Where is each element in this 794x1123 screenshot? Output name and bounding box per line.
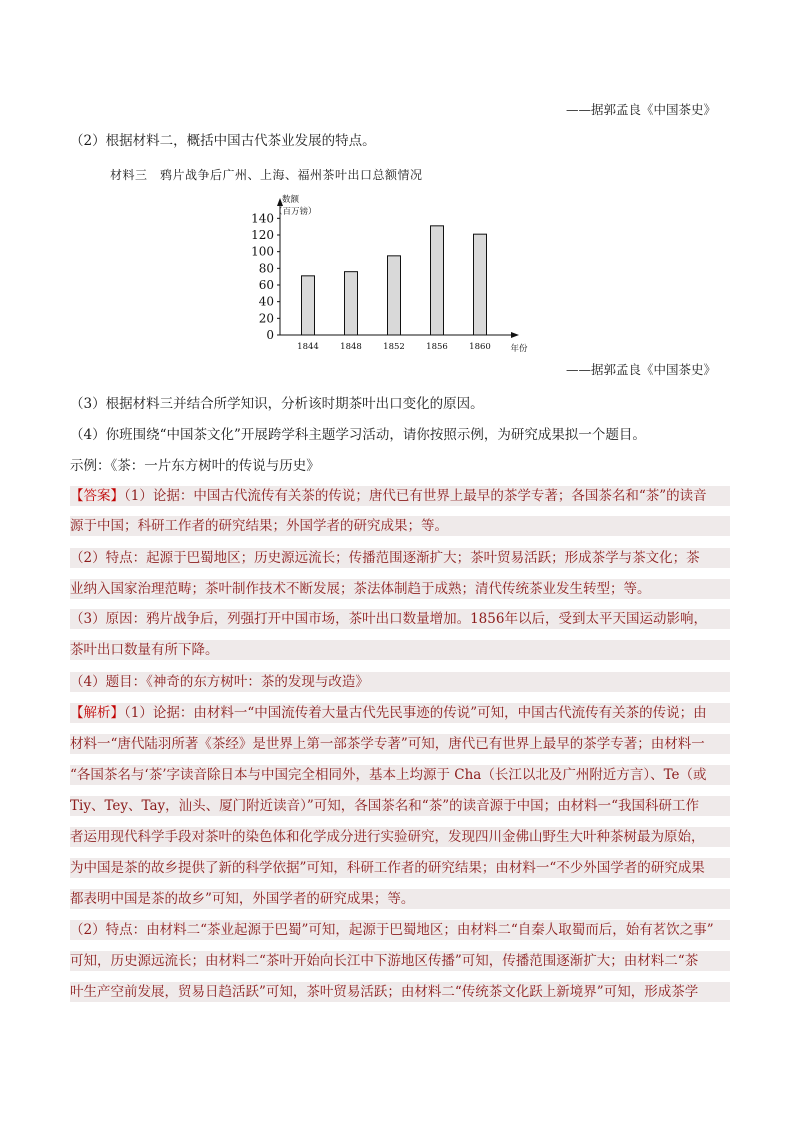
answer-line-3: （2）特点：起源于巴蜀地区；历史源远流长；传播范围逐渐扩大；茶叶贸易活跃；形成茶学与茶文化；茶 [70, 548, 730, 568]
source-citation-1: ——据郭孟良《中国茶史》 [565, 102, 716, 117]
bar-1844 [302, 276, 315, 335]
y-axis-unit: （百万镑） [274, 207, 317, 217]
y-tick-label: 80 [258, 261, 274, 276]
analysis-line-9: 可知，历史源远流长；由材料二“茶叶开始向长江中下游地区传播”可知，传播范围逐渐扩大；由材料二“茶 [70, 951, 730, 971]
bar-1856 [431, 226, 444, 335]
analysis-line-2: 材料一“唐代陆羽所著《茶经》是世界上第一部茶学专著”可知，唐代已有世界上最早的茶学专著；由材料一 [70, 734, 730, 754]
analysis-line-7: 都表明中国是茶的故乡”可知，外国学者的研究成果；等。 [70, 889, 730, 909]
chart-title: 材料三 鸦片战争后广州、上海、福州茶叶出口总额情况 [110, 168, 423, 182]
bar-1852 [388, 256, 401, 335]
answer-text: （1）论据：中国古代流传有关茶的传说；唐代已有世界上最早的茶学专著；各国茶名和“茶”的读音 [124, 488, 707, 504]
answer-line-5: （3）原因：鸦片战争后，列强打开中国市场，茶叶出口数量增加。1856年以后，受到太平天国运动影响， [70, 609, 730, 629]
y-tick-label: 40 [258, 294, 274, 309]
example-title: 示例：《茶：一片东方树叶的传说与历史》 [70, 458, 320, 474]
bar-1848 [345, 272, 358, 335]
source-citation-2: ——据郭孟良《中国茶史》 [565, 362, 716, 377]
analysis-line-10: 叶生产空前发展，贸易日趋活跃”可知，茶叶贸易活跃；由材料二“传统茶文化跃上新境界”可知，形成茶学 [70, 982, 730, 1002]
x-tick-label: 1860 [469, 342, 491, 352]
bars [302, 226, 487, 335]
answer-line-2: 源于中国；科研工作者的研究结果；外国学者的研究成果；等。 [70, 516, 730, 536]
analysis-line-5: 者运用现代科学手段对茶叶的染色体和化学成分进行实验研究，发现四川金佛山野生大叶种茶树最为原始， [70, 827, 730, 847]
x-tick-label: 1856 [426, 342, 448, 352]
analysis-line-1 [70, 703, 730, 723]
question-2: （2）根据材料二，概括中国古代茶业发展的特点。 [70, 133, 376, 149]
analysis-tag: 【解析】 [70, 705, 124, 721]
answer-tag: 【答案】 [70, 488, 124, 504]
x-axis-arrow [511, 332, 519, 338]
bar-1860 [474, 234, 487, 335]
x-axis [280, 332, 528, 354]
y-tick-label: 0 [266, 328, 274, 342]
y-tick-label: 120 [251, 228, 274, 242]
answer-line-4: 业纳入国家治理范畴；茶叶制作技术不断发展；茶法体制趋于成熟；清代传统茶业发生转型；等。 [70, 579, 730, 599]
y-tick-label: 60 [258, 278, 274, 292]
y-tick-label: 20 [258, 311, 274, 326]
question-4: （4）你班围绕“中国茶文化”开展跨学科主题学习活动，请你按照示例，为研究成果拟一个题目。 [70, 427, 646, 443]
analysis-line-8: （2）特点：由材料二“茶业起源于巴蜀”可知，起源于巴蜀地区；由材料二“自秦人取蜀而后，始有茗饮之事” [70, 920, 730, 940]
question-3: （3）根据材料三并结合所学知识，分析该时期茶叶出口变化的原因。 [70, 396, 484, 412]
x-tick-label: 1844 [297, 342, 319, 352]
export-bar-chart [240, 190, 540, 360]
y-axis-label: 数额 [282, 195, 300, 205]
analysis-line-3: “各国茶名与‘茶’字读音除日本与中国完全相同外，基本上均源于 Cha（长江以北及广州附近方言）、Te（或 [70, 765, 730, 785]
answer-line-6: 茶叶出口数量有所下降。 [70, 640, 730, 660]
analysis-line-6: 为中国是茶的故乡提供了新的科学依据”可知，科研工作者的研究结果；由材料一“不少外国学者的研究成果 [70, 858, 730, 878]
analysis-line-4: Tiy、Tey、Tay，汕头、厦门附近读音）”可知，各国茶名和“茶”的读音源于中国；由材料一“我国科研工作 [70, 796, 730, 816]
answer-line-1 [70, 486, 730, 506]
x-axis-label: 年份 [510, 344, 528, 354]
x-tick-label: 1852 [383, 342, 405, 352]
analysis-text: （1）论据：由材料一“中国流传着大量古代先民事迹的传说”可知，中国古代流传有关茶的传说；由 [124, 705, 707, 721]
y-tick-label: 140 [251, 211, 274, 226]
x-tick-label: 1848 [340, 342, 362, 352]
answer-line-7: （4）题目：《神奇的东方树叶：茶的发现与改造》 [70, 672, 730, 692]
y-tick-label: 100 [251, 244, 274, 259]
